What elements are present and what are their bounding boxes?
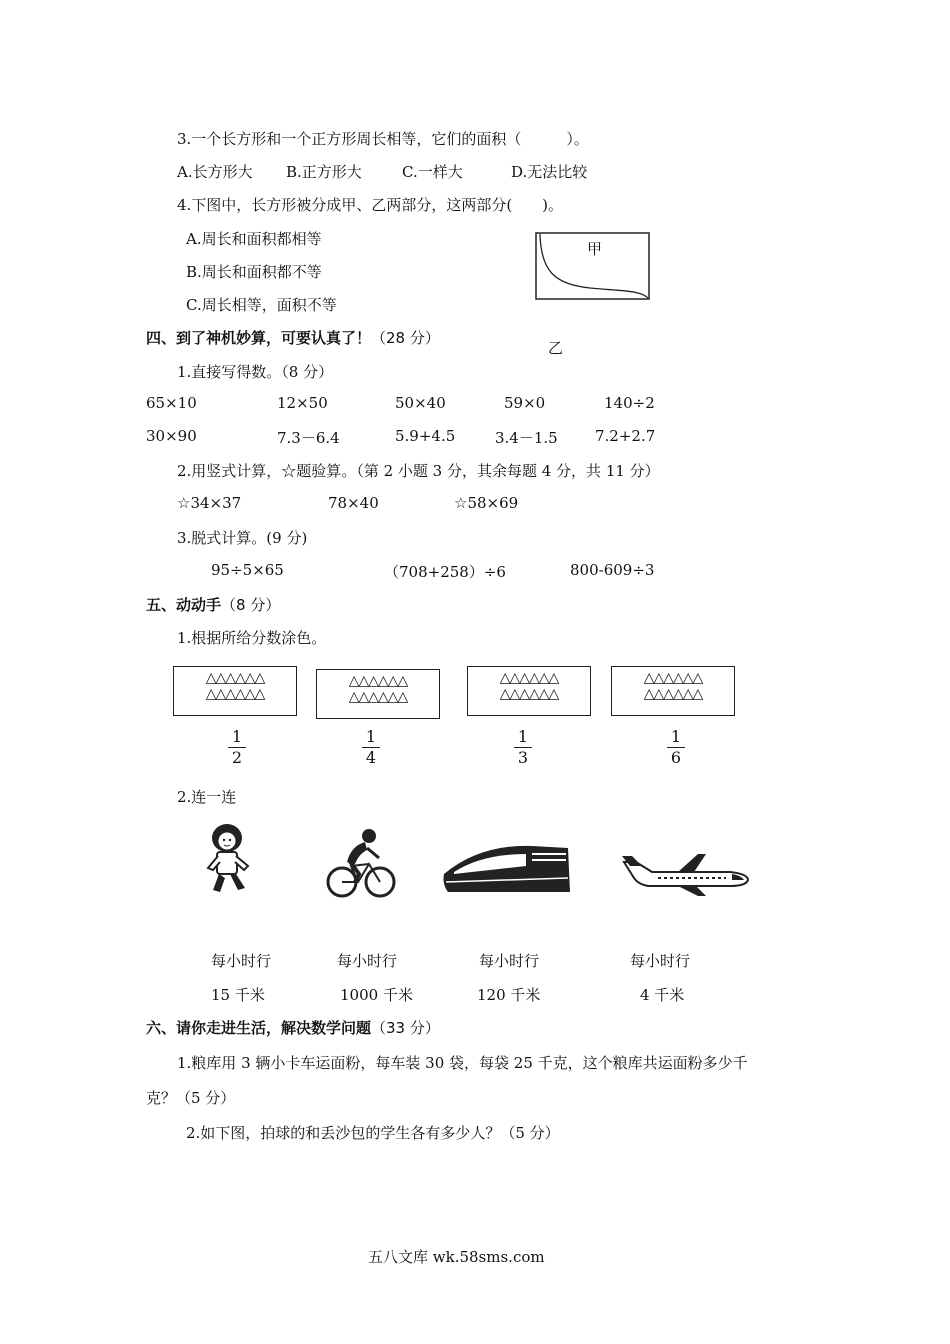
fraction-numerator: 1 xyxy=(670,727,682,746)
fraction-numerator: 1 xyxy=(365,727,377,746)
triangle-row: △△△△△△ xyxy=(348,673,408,689)
fraction-denominator: 6 xyxy=(670,748,682,767)
vertical-calc-1: ☆34×37 xyxy=(177,494,242,512)
triangle-box-2 xyxy=(316,669,440,719)
q3-option-a: A.长方形大 xyxy=(177,163,253,181)
airplane-icon xyxy=(618,852,752,898)
triangle-row: △△△△△△ xyxy=(643,670,703,686)
triangle-box-4 xyxy=(611,666,735,716)
q3-option-c: C.一样大 xyxy=(402,163,463,181)
high-speed-train-icon xyxy=(440,840,574,896)
oral-calc-1: 65×10 xyxy=(146,394,197,412)
section4-sub1: 1.直接写得数。（8 分） xyxy=(177,363,334,381)
oral-calc-5: 140÷2 xyxy=(604,394,655,412)
walking-child-icon xyxy=(200,820,256,896)
section4-title: 四、到了神机妙算，可要认真了！（28 分） xyxy=(146,329,440,347)
triangle-box-3 xyxy=(467,666,591,716)
triangle-row: △△△△△△ xyxy=(643,686,703,702)
stepwise-calc-2: （708+258）÷6 xyxy=(384,563,506,581)
speed-value-3: 120 千米 xyxy=(477,986,541,1004)
section5-sub1: 1.根据所给分数涂色。 xyxy=(177,629,327,647)
triangle-row: △△△△△△ xyxy=(499,670,559,686)
section6-title: 六、请你走进生活，解决数学问题（33 分） xyxy=(146,1019,440,1037)
section4-sub2: 2.用竖式计算，☆题验算。（第 2 小题 3 分，其余每题 4 分，共 11 分） xyxy=(177,462,660,480)
fraction-half xyxy=(222,728,252,767)
fraction-quarter xyxy=(356,728,386,767)
triangle-box-1 xyxy=(173,666,297,716)
triangle-row: △△△△△△ xyxy=(205,686,265,702)
q3-option-b: B.正方形大 xyxy=(286,163,362,181)
footer-watermark: 五八文库 wk.58sms.com xyxy=(368,1248,545,1266)
stepwise-calc-1: 95÷5×65 xyxy=(211,561,284,579)
vertical-calc-2: 78×40 xyxy=(328,494,379,512)
oral-calc-2: 12×50 xyxy=(277,394,328,412)
stepwise-calc-3: 800-609÷3 xyxy=(570,561,655,579)
q4-option-b: B.周长和面积都不等 xyxy=(186,263,322,281)
speed-label-1: 每小时行 xyxy=(211,952,272,970)
speed-label-2: 每小时行 xyxy=(337,952,398,970)
fraction-numerator: 1 xyxy=(231,727,243,746)
section6-q1-line1: 1.粮库用 3 辆小卡车运面粉，每车装 30 袋，每袋 25 千克，这个粮库共运面粉多少千 xyxy=(177,1054,748,1072)
oral-calc-7: 7.3－6.4 xyxy=(277,429,340,447)
oral-calc-6: 30×90 xyxy=(146,427,197,445)
section6-q2: 2.如下图，拍球的和丢沙包的学生各有多少人？（5 分） xyxy=(186,1124,560,1142)
cyclist-icon xyxy=(325,826,397,900)
triangle-row: △△△△△△ xyxy=(499,686,559,702)
section5-title: 五、动动手（8 分） xyxy=(146,596,281,614)
speed-value-2: 1000 千米 xyxy=(340,986,413,1004)
fraction-numerator: 1 xyxy=(517,727,529,746)
figure-label-jia: 甲 xyxy=(587,240,603,258)
fraction-denominator: 3 xyxy=(517,748,529,767)
oral-calc-9: 3.4－1.5 xyxy=(495,429,558,447)
fraction-sixth xyxy=(661,728,691,767)
q3-stem: 3.一个长方形和一个正方形周长相等，它们的面积（ ）。 xyxy=(177,130,589,148)
section6-q1-line2: 克？（5 分） xyxy=(146,1089,236,1107)
fraction-third xyxy=(508,728,538,767)
q4-option-c: C.周长相等，面积不等 xyxy=(186,296,337,314)
oral-calc-8: 5.9+4.5 xyxy=(395,427,456,445)
section5-sub2: 2.连一连 xyxy=(177,788,237,806)
q3-option-d: D.无法比较 xyxy=(511,163,588,181)
speed-value-1: 15 千米 xyxy=(211,986,265,1004)
vertical-calc-3: ☆58×69 xyxy=(454,494,519,512)
q4-stem: 4.下图中，长方形被分成甲、乙两部分，这两部分( )。 xyxy=(177,196,564,214)
fraction-denominator: 4 xyxy=(365,748,377,767)
oral-calc-10: 7.2+2.7 xyxy=(595,427,656,445)
fraction-denominator: 2 xyxy=(231,748,243,767)
section4-sub3: 3.脱式计算。(9 分) xyxy=(177,529,308,547)
q4-option-a: A.周长和面积都相等 xyxy=(186,230,322,248)
speed-label-3: 每小时行 xyxy=(479,952,540,970)
speed-label-4: 每小时行 xyxy=(630,952,691,970)
speed-value-4: 4 千米 xyxy=(640,986,685,1004)
triangle-row: △△△△△△ xyxy=(205,670,265,686)
figure-label-yi: 乙 xyxy=(548,339,564,357)
oral-calc-3: 50×40 xyxy=(395,394,446,412)
triangle-row: △△△△△△ xyxy=(348,689,408,705)
oral-calc-4: 59×0 xyxy=(504,394,546,412)
